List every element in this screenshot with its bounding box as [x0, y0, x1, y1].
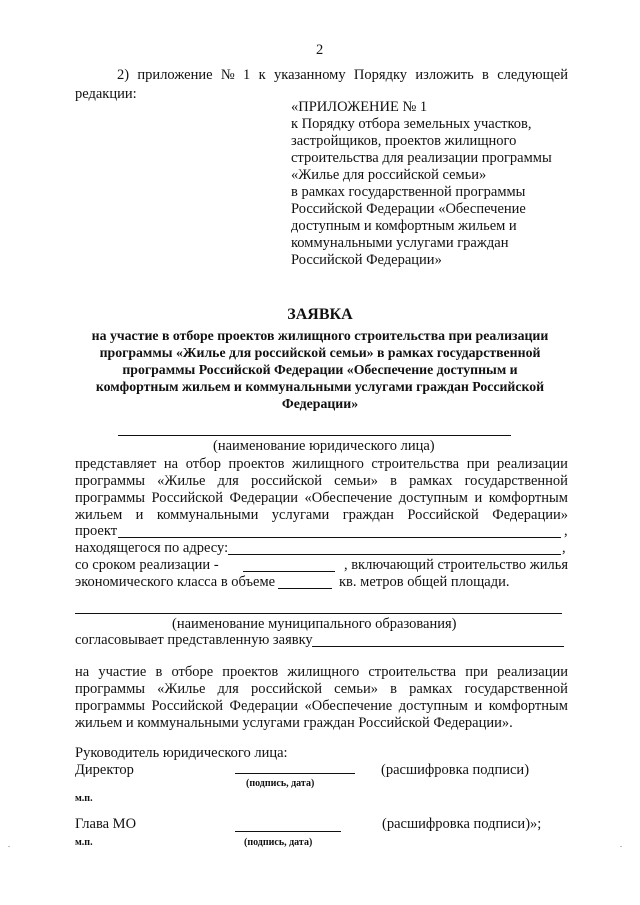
intro-line-2: редакции: [75, 86, 137, 102]
word: рамках [409, 681, 453, 697]
stamp-place: м.п. [75, 793, 93, 804]
word: строительства [371, 456, 460, 472]
word: при [465, 664, 488, 680]
word: в [390, 681, 397, 697]
word: для [217, 681, 239, 697]
volume-after: кв. метров общей площади. [339, 574, 510, 590]
director-label: Директор [75, 762, 134, 778]
word: «Жилье [157, 473, 206, 489]
agrees-field[interactable] [312, 646, 564, 647]
mo-head-label: Глава МО [75, 816, 137, 832]
appendix-line: в рамках государственной программы [291, 184, 526, 200]
word: и [135, 507, 144, 523]
word: коммунальными [156, 507, 259, 523]
body1-line [75, 456, 568, 473]
legal-entity-name-field[interactable] [118, 435, 511, 436]
body1-line [75, 507, 568, 524]
word: «Обеспечение [304, 698, 393, 714]
word: 1 [243, 67, 251, 83]
word: программы [75, 698, 145, 714]
word: жильем [75, 507, 123, 523]
word: граждан [342, 507, 394, 523]
word: в [482, 67, 489, 83]
word: семьи» [334, 681, 378, 697]
word: российской [250, 473, 322, 489]
word: и [474, 698, 483, 714]
word: услугами [271, 507, 330, 523]
stamp-place-2: м.п. [75, 837, 93, 848]
word: участие [98, 664, 147, 680]
scan-mark [620, 846, 622, 847]
body1-line [75, 490, 568, 507]
municipality-name-field[interactable] [75, 613, 562, 614]
word: доступным [398, 698, 468, 714]
document-title: ЗАЯВКА [287, 306, 353, 323]
word: государственной [464, 681, 568, 697]
word: Российской [151, 490, 223, 506]
word: российской [250, 681, 322, 697]
subtitle-line: Федерации» [281, 396, 359, 411]
decoding-caption: (расшифровка подписи) [381, 762, 530, 778]
word: на [75, 664, 90, 680]
word: 2) [117, 67, 130, 83]
word: на [163, 456, 179, 472]
word: в [155, 664, 163, 680]
appendix-line: доступным и комфортным жильем и [291, 218, 517, 234]
word: приложение [137, 67, 213, 83]
word: указанному [274, 67, 346, 83]
word: в [390, 473, 397, 489]
appendix-line: Российской Федерации «Обеспечение [291, 201, 526, 217]
subtitle-line: программы «Жилье для российской семьи» в рамках государственной [99, 345, 541, 360]
intro-line-1 [117, 67, 568, 84]
word: при [466, 456, 490, 472]
word: строительства [368, 664, 457, 680]
word: и [474, 490, 483, 506]
word: «Обеспечение [304, 490, 393, 506]
term-label: со сроком реализации - [75, 557, 219, 573]
word: семьи» [334, 473, 378, 489]
decoding-caption-2: (расшифровка подписи)»; [382, 816, 542, 832]
subtitle-line: программы Российской Федерации «Обеспечение доступным и [122, 362, 518, 377]
word: для [217, 473, 239, 489]
word: Российской [407, 507, 479, 523]
word: отбор [185, 456, 221, 472]
word: Российской [151, 698, 223, 714]
appendix-line: «Жилье для российской семьи» [291, 167, 487, 183]
project-label: проект [75, 523, 118, 539]
appendix-line: застройщиков, проектов жилищного [291, 133, 517, 149]
word: изложить [415, 67, 474, 83]
appendix-line: «ПРИЛОЖЕНИЕ № 1 [291, 99, 428, 115]
volume-label: экономического класса в объеме [75, 574, 276, 590]
appendix-line: к Порядку отбора земельных участков, [291, 116, 532, 132]
subtitle-line: комфортным жильем и коммунальными услугами граждан Российской [95, 379, 545, 394]
agrees-label: согласовывает представленную заявку [75, 632, 313, 648]
word: № [220, 67, 235, 83]
municipality-caption: (наименование муниципального образования) [172, 616, 457, 632]
word: «Жилье [157, 681, 206, 697]
signature-caption-2: (подпись, дата) [244, 837, 313, 848]
subtitle-line: на участие в отборе проектов жилищного строительства при реализации [91, 328, 549, 343]
word: проектов [222, 664, 279, 680]
body2-line [75, 698, 568, 715]
word: программы [75, 681, 145, 697]
term-field[interactable] [243, 571, 335, 572]
body2-line [75, 681, 568, 698]
address-label: находящегося по адресу: [75, 540, 229, 556]
page-number: 2 [316, 42, 324, 58]
word: государственной [464, 473, 568, 489]
word: Порядку [353, 67, 408, 83]
word: Федерации [229, 490, 298, 506]
word: рамках [409, 473, 453, 489]
word: программы [75, 490, 145, 506]
appendix-line: коммунальными услугами граждан [291, 235, 509, 251]
word: реализации [497, 664, 568, 680]
appendix-line: строительства для реализации программы [291, 150, 552, 166]
address-field[interactable] [228, 554, 561, 555]
project-end: , [564, 523, 568, 539]
appendix-line: Российской Федерации» [291, 252, 442, 268]
word: жилищного [287, 664, 360, 680]
word: программы [75, 473, 145, 489]
body2-line: жильем и коммунальными услугами граждан Российской Федерации». [75, 715, 513, 731]
word: Федерации [229, 698, 298, 714]
volume-field[interactable] [278, 588, 332, 589]
word: реализации [497, 456, 568, 472]
word: комфортным [488, 698, 568, 714]
scan-mark [8, 846, 10, 847]
word: Федерации» [492, 507, 568, 523]
director-signature-field[interactable] [235, 773, 355, 774]
word: отборе [171, 664, 214, 680]
legal-entity-caption: (наименование юридического лица) [213, 438, 435, 454]
word: следующей [497, 67, 568, 83]
head-label: Руководитель юридического лица: [75, 745, 288, 761]
body1-line [75, 473, 568, 490]
word: комфортным [488, 490, 568, 506]
project-field[interactable] [118, 537, 561, 538]
word: представляет [75, 456, 157, 472]
signature-caption: (подпись, дата) [246, 778, 315, 789]
term-after: , включающий строительство жилья [343, 557, 568, 573]
address-end: , [562, 540, 566, 556]
word: к [258, 67, 266, 83]
word: проектов [228, 456, 285, 472]
word: доступным [398, 490, 468, 506]
mo-signature-field[interactable] [235, 831, 341, 832]
body2-line [75, 664, 568, 681]
word: жилищного [292, 456, 364, 472]
